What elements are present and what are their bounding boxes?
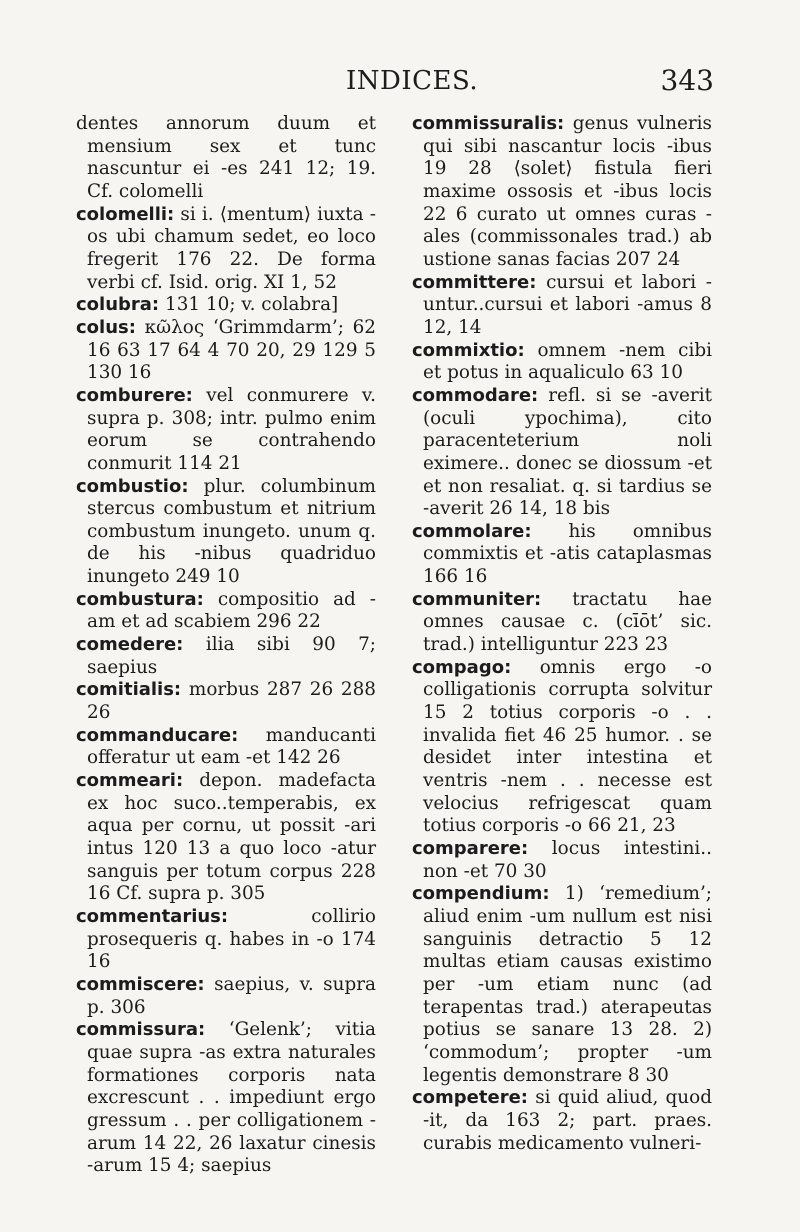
entry-text: tractatu hae omnes causae c. (cīōt’ sic. trad.) intelliguntur 223 23 <box>423 588 712 656</box>
entry-headword: commissuralis: <box>412 113 565 134</box>
entry-headword: commanducare: <box>76 724 239 746</box>
left-column <box>76 113 376 1178</box>
entry-text: κῶλος ‘Grimmdarm’; 62 16 63 17 64 4 70 20, 29 129 5 130 16 <box>87 316 376 384</box>
index-entry <box>412 113 712 272</box>
index-entry <box>412 521 712 589</box>
entry-text: omnem -nem cibi et potus in aqualiculo 63 10 <box>423 339 712 384</box>
index-entry <box>412 272 712 340</box>
entry-headword: commentarius: <box>76 905 229 927</box>
entry-headword: comparere: <box>412 838 529 859</box>
index-entry <box>76 204 376 295</box>
index-entry <box>76 725 376 770</box>
entry-text: morbus 287 26 288 26 <box>87 679 376 724</box>
entry-text: si i. ⟨mentum⟩ iuxta -os ubi chamum sedet, eo loco fregerit 176 22. De forma verbi cf. Isid. orig. XI 1, 52 <box>87 203 376 293</box>
entry-headword: competere: <box>412 1087 528 1109</box>
entry-headword: colubra: <box>76 294 160 316</box>
entry-text: manducanti offeratur ut eam -et 142 26 <box>87 724 376 769</box>
index-entry <box>76 294 376 317</box>
entry-text: genus vulneris qui sibi nascantur locis -ibus 19 28 ⟨solet⟩ fistula fieri maxime ossosis et -ibus locis 22 6 curato ut omnes curas -ales (commissonales trad.) ab ustione sanas facias 207 24 <box>423 113 712 270</box>
right-column <box>412 113 712 1155</box>
entry-text: vel conmurere v. supra p. 308; intr. pulmo enim eorum se contrahendo conmurit 114 21 <box>87 384 376 474</box>
entry-headword: combustio: <box>76 475 189 497</box>
entry-headword: comburere: <box>76 384 193 406</box>
entry-text: refl. si se -averit (oculi ypochima), cito paracenteterium noli eximere.. donec se diossum -et et non resaliat. q. si tardius se -averit 26 14, 18 bis <box>423 384 712 520</box>
entry-headword: commixtio: <box>412 339 525 361</box>
entry-headword: commolare: <box>412 520 532 542</box>
entry-text: omnis ergo -o colligationis corrupta solvitur 15 2 totius corporis -o . . invalida fiet 46 25 humor. . se desidet inter intestina et ventris -nem . . necesse est velocius refrigescat quam totius corporis -o 66 21, 23 <box>423 656 712 837</box>
index-entry <box>76 974 376 1019</box>
index-entry <box>76 906 376 974</box>
entry-headword: compendium: <box>412 883 550 905</box>
index-entry <box>76 385 376 476</box>
entry-headword: combustura: <box>76 588 204 610</box>
index-entry <box>412 883 712 1087</box>
index-entry <box>412 657 712 838</box>
entry-headword: communiter: <box>412 588 542 610</box>
entry-text: compositio ad -am et ad scabiem 296 22 <box>87 588 376 633</box>
index-entry <box>412 1087 712 1155</box>
index-entry <box>76 476 376 589</box>
running-title: INDICES. <box>346 66 479 96</box>
index-entry <box>76 770 376 906</box>
index-entry <box>412 385 712 521</box>
page-number: 343 <box>660 64 714 97</box>
entry-text: his omnibus commixtis et -atis cataplasmas 166 16 <box>423 520 712 588</box>
entry-text: cursui et labori -untur..cursui et labori -amus 8 12, 14 <box>423 271 712 338</box>
index-entry <box>76 589 376 634</box>
entry-headword: commissura: <box>76 1019 206 1041</box>
index-entry <box>412 589 712 657</box>
entry-text: plur. columbinum stercus combustum et nitrium combustum inungeto. unum q. de his -nibus quadriduo inungeto 249 10 <box>87 475 376 588</box>
index-entry <box>76 113 376 204</box>
entry-headword: colus: <box>76 316 136 338</box>
index-entry <box>76 1019 376 1178</box>
index-entry <box>412 838 712 883</box>
entry-text: depon. madefacta ex hoc suco..temperabis, ex aqua per cornu, ut possit -ari intus 120 13 a quo loco -atur sanguis per totum corpus 228 16 Cf. supra p. 305 <box>87 770 376 905</box>
page-header <box>0 62 800 102</box>
entry-text: locus intestini.. non -et 70 30 <box>423 838 712 882</box>
entry-headword: comitialis: <box>76 679 182 701</box>
entry-headword: committere: <box>412 271 537 293</box>
entry-text: saepius, v. supra p. 306 <box>87 973 376 1018</box>
entry-text: ilia sibi 90 7; saepius <box>87 634 376 678</box>
entry-text: 131 10; v. colabra] <box>165 294 339 316</box>
entry-text: collirio prosequeris q. habes in -o 174 16 <box>87 905 376 973</box>
index-entry <box>412 340 712 385</box>
index-entry <box>76 679 376 724</box>
entry-headword: comedere: <box>76 634 184 656</box>
index-entry <box>76 317 376 385</box>
entry-text: dentes annorum duum et mensium sex et tunc nascuntur ei -es 241 12; 19. Cf. colomelli <box>76 113 376 202</box>
entry-text: ‘Gelenk’; vitia quae supra -as extra naturales formationes corporis nata excrescunt . . impediunt ergo gressum . . per colligationem -arum 14 22, 26 laxatur cinesis -arum 15 4; saepius <box>87 1019 376 1177</box>
entry-headword: commeari: <box>76 770 184 792</box>
index-entry <box>76 634 376 679</box>
entry-text: 1) ‘remedium’; aliud enim -um nullum est nisi sanguinis detractio 5 12 multas etiam causas existimo per -um etiam nunc (ad terapentas trad.) aterapeutas potius se sanare 13 28. 2) ‘commodum’; propter -um legentis demonstrare 8 30 <box>423 883 712 1086</box>
entry-headword: commiscere: <box>76 973 205 995</box>
entry-headword: commodare: <box>412 384 539 406</box>
entry-headword: colomelli: <box>76 203 175 225</box>
entry-text: si quid aliud, quod -it, da 163 2; part. praes. curabis medicamento vulneri- <box>423 1087 712 1154</box>
entry-headword: compago: <box>412 656 512 678</box>
